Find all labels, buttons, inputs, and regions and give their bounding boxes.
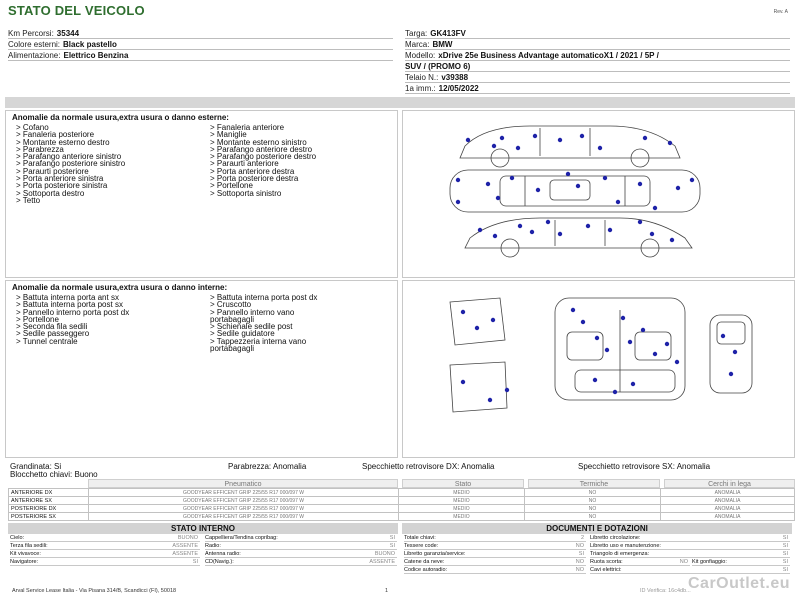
list-item: > Porta posteriore sinistra [16, 181, 108, 191]
cell-label: Antenna radio: [205, 551, 241, 557]
watermark-logo: CarOutlet.eu [687, 575, 790, 592]
revision-label: Rev. A [773, 9, 788, 15]
tyre-termiche: NO [525, 497, 661, 505]
table-row [9, 513, 795, 521]
door-panel-outlines [450, 298, 507, 412]
modello-cont-row [405, 61, 790, 72]
cell-value: SI [389, 535, 395, 541]
tyre-termiche: NO [525, 505, 661, 513]
specchietto-dx-text: Specchietto retrovisore DX: Anomalia [362, 462, 495, 471]
tyre-termiche: NO [525, 513, 661, 521]
parabrezza-text: Parabrezza: Anomalia [228, 462, 307, 471]
cell-label: Terza fila sedili: [10, 543, 48, 549]
cell-value: SI [782, 535, 788, 541]
cell-label: Ruota scorta: [590, 559, 623, 565]
list-item: > Schienale sedile post [210, 322, 293, 332]
car-side-right-outline [465, 218, 692, 257]
list-item: > Sottoporta sinistro [210, 188, 282, 198]
tyre-col-header: Pneumatico [88, 479, 398, 488]
cabin-outline [555, 298, 685, 400]
cell-label: Cavi elettrici: [590, 567, 622, 573]
cell-value: NO [575, 567, 584, 573]
list-item: > Sedile guidatore [210, 329, 275, 339]
modello-value: xDrive 25e Business Advantage automaticoX1 / 2021 / 5P / [438, 51, 659, 60]
internal-damage-title: Anomalie da normale usura,extra usura o danno interne: [12, 283, 228, 292]
cell-value: NO [575, 559, 584, 565]
color-label: Colore esterni: [8, 40, 61, 49]
doc-left-4 [404, 566, 586, 574]
cell-value: SI [389, 543, 395, 549]
tyre-cerchi: ANOMALIA [661, 489, 795, 497]
list-item: > Parafango posteriore sinistro [16, 159, 126, 169]
modello-label: Modello: [405, 51, 436, 60]
tyre-stato: MEDIO [399, 489, 525, 497]
list-item: > Seconda fila sedili [16, 322, 88, 332]
modello-row [405, 50, 790, 61]
table-row [9, 497, 795, 505]
specchietto-sx-text: Specchietto retrovisore SX: Anomalia [578, 462, 711, 471]
cell-label: Libretto uso e manutenzione: [590, 543, 661, 549]
cell-label: Navigatore: [10, 559, 39, 565]
cell-label: Totale chiavi: [404, 535, 436, 541]
cerchi-col-header: Cerchi in lega [664, 479, 795, 488]
interno-left-2 [10, 550, 200, 558]
list-item: > Parafango posteriore destro [210, 152, 317, 162]
tyre-termiche: NO [525, 489, 661, 497]
list-item: > Battuta interna porta ant sx [16, 293, 119, 302]
list-item: > Parafango anteriore sinistro [16, 152, 122, 162]
rear-outline [710, 315, 752, 393]
list-item: > Fanaleria anteriore [210, 123, 285, 132]
list-item: > Porta anteriore destra [210, 166, 295, 176]
tyre-cerchi: ANOMALIA [661, 505, 795, 513]
internal-car-diagram [445, 290, 765, 420]
interno-right-2 [205, 550, 397, 558]
marca-label: Marca: [405, 40, 430, 49]
telaio-row [405, 72, 790, 83]
documenti-title: DOCUMENTI E DOTAZIONI [402, 523, 792, 534]
tyre-model: GOODYEAR EFFICENT GRIP 225/55 R17 000/097 W [89, 489, 399, 497]
stato-col-header: Stato [402, 479, 524, 488]
color-value: Black pastello [63, 40, 117, 49]
targa-label: Targa: [405, 29, 428, 38]
tyres-table [8, 488, 795, 521]
list-item: portabagagli [210, 314, 255, 324]
list-item: > Montante esterno sinistro [210, 137, 307, 147]
doc-left-2 [404, 550, 586, 558]
list-item: > Maniglie [210, 130, 247, 140]
external-damage-title: Anomalie da normale usura,extra usura o danno esterne: [12, 113, 229, 122]
targa-value: GK413FV [430, 29, 466, 38]
list-item: > Portellone [210, 181, 253, 191]
doc-left-3 [404, 558, 586, 566]
cell-label: Libretto garanzia/service: [404, 551, 466, 557]
tyre-position: POSTERIORE DX [9, 505, 89, 513]
list-item: > Paraurti posteriore [16, 166, 89, 176]
external-damage-list-2 [210, 124, 316, 197]
list-item: > Pannello interno porta post dx [16, 307, 130, 317]
table-row [9, 505, 795, 513]
list-item: > Fanaleria posteriore [16, 130, 95, 140]
cell-value: BUONO [177, 535, 198, 541]
external-car-diagram [440, 118, 780, 273]
tyre-model: GOODYEAR EFFICENT GRIP 225/55 R17 000/097 W [89, 513, 399, 521]
list-item: portabagagli [210, 344, 255, 354]
list-item: > Sedile passeggero [16, 329, 90, 339]
interno-left-0 [10, 534, 200, 542]
list-item: > Paraurti anteriore [210, 159, 279, 169]
cell-label: Triangolo di emergenza: [590, 551, 650, 557]
doc-left-0 [404, 534, 586, 542]
list-item: > Pannello interno vano [210, 307, 295, 317]
table-row [9, 489, 795, 497]
cell-label: Catene da neve: [404, 559, 445, 565]
interno-left-1 [10, 542, 200, 550]
footer-page-number: 1 [385, 588, 389, 594]
internal-damage-list-2 [210, 294, 317, 352]
cell-value: ASSENTE [172, 551, 198, 557]
tyre-model: GOODYEAR EFFICENT GRIP 225/55 R17 000/097 W [89, 497, 399, 505]
km-row [8, 28, 393, 39]
interno-right-1 [205, 542, 397, 550]
list-item: > Montante esterno destro [16, 137, 110, 147]
blocchetto-text: Blocchetto chiavi: Buono [10, 470, 98, 479]
tyre-stato: MEDIO [399, 505, 525, 513]
cell-label: CD(Navig.): [205, 559, 234, 565]
cell-label: Kit gonfiaggio: [692, 559, 727, 565]
tyre-position: POSTERIORE SX [9, 513, 89, 521]
doc-right-3 [590, 558, 690, 566]
fuel-label: Alimentazione: [8, 51, 61, 60]
list-item: > Parabrezza [16, 144, 64, 154]
modello-cont-value: SUV / (PROMO 6) [405, 62, 471, 71]
external-damage-list-1 [16, 124, 125, 204]
cell-value: ASSENTE [172, 543, 198, 549]
doc-right-0 [590, 534, 790, 542]
doc-right-4 [590, 566, 790, 574]
imm-label: 1a imm.: [405, 84, 436, 93]
grandinata-text: Grandinata: Si [10, 462, 62, 471]
tyre-position: ANTERIORE SX [9, 497, 89, 505]
footer-company: Arval Service Lease Italia - Via Pisana 314/B, Scandicci (FI), 50018 [12, 588, 177, 594]
stato-interno-title: STATO INTERNO [8, 523, 398, 534]
interno-left-3 [10, 558, 200, 566]
interno-right-0 [205, 534, 397, 542]
doc-right-1 [590, 542, 790, 550]
fuel-row [8, 50, 393, 61]
doc-right-2 [590, 550, 790, 558]
tyre-model: GOODYEAR EFFICENT GRIP 225/55 R17 000/097 W [89, 505, 399, 513]
list-item: > Battuta interna porta post dx [210, 293, 318, 302]
cell-label: Codice autoradio: [404, 567, 448, 573]
tyre-position: ANTERIORE DX [9, 489, 89, 497]
cell-value: NO [575, 543, 584, 549]
list-item: > Porta anteriore sinistra [16, 174, 104, 184]
cell-value: NO [679, 559, 688, 565]
km-label: Km Percorsi: [8, 29, 54, 38]
list-item: > Portellone [16, 314, 59, 324]
list-item: > Tappezzeria interna vano [210, 336, 307, 346]
car-top-outline [450, 170, 700, 212]
termiche-col-header: Termiche [528, 479, 660, 488]
marca-row [405, 39, 790, 50]
km-value: 35344 [56, 29, 80, 38]
imm-value: 12/05/2022 [438, 84, 479, 93]
tyre-cerchi: ANOMALIA [661, 497, 795, 505]
telaio-label: Telaio N.: [405, 73, 439, 82]
cell-value: ASSENTE [369, 559, 395, 565]
cell-value: 2 [580, 535, 584, 541]
footer-code: ID Verifica: 16c4db... [640, 588, 691, 594]
list-item: > Tetto [16, 195, 41, 205]
cell-value: SI [782, 543, 788, 549]
cell-label: Radio: [205, 543, 221, 549]
cell-label: Tessere code: [404, 543, 439, 549]
interno-right-3 [205, 558, 397, 566]
cell-value: SI [782, 551, 788, 557]
marca-value: BMW [432, 40, 453, 49]
cell-label: Libretto circolazione: [590, 535, 641, 541]
targa-row [405, 28, 790, 39]
telaio-value: v39388 [441, 73, 469, 82]
tyre-stato: MEDIO [399, 497, 525, 505]
cell-value: BUONO [374, 551, 395, 557]
tyre-cerchi: ANOMALIA [661, 513, 795, 521]
list-item: > Battuta interna porta post sx [16, 300, 123, 310]
cell-value: SI [578, 551, 584, 557]
list-item: > Sottoporta destro [16, 188, 85, 198]
doc-left-1 [404, 542, 586, 550]
cell-label: Cielo: [10, 535, 25, 541]
list-item: > Tunnel centrale [16, 336, 78, 346]
list-item: > Parafango anteriore destro [210, 144, 313, 154]
fuel-value: Elettrico Benzina [63, 51, 129, 60]
imm-row [405, 83, 790, 94]
cell-label: Kit vivavoce: [10, 551, 41, 557]
cell-value: SI [782, 559, 788, 565]
internal-damage-markers [461, 308, 737, 402]
list-item: > Cruscotto [210, 300, 252, 310]
list-item: > Porta posteriore destra [210, 174, 299, 184]
cell-value: SI [782, 567, 788, 573]
doc-extra [692, 558, 790, 566]
tyre-stato: MEDIO [399, 513, 525, 521]
list-item: > Cofano [16, 123, 49, 132]
cell-label: Cappelliera/Tendina copribag: [205, 535, 278, 541]
cell-value: SI [192, 559, 198, 565]
page-title: STATO DEL VEICOLO [8, 3, 145, 18]
internal-damage-list-1 [16, 294, 129, 345]
color-row [8, 39, 393, 50]
section-divider-bar [5, 97, 795, 108]
